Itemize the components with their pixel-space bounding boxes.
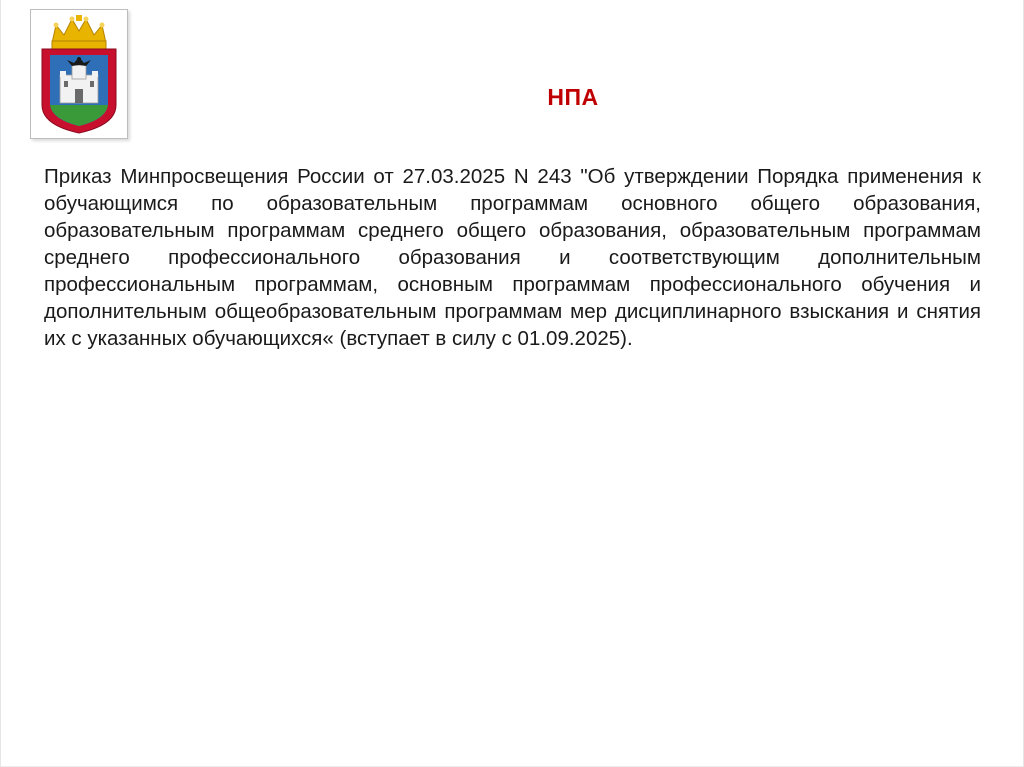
page-title: НПА [547, 84, 599, 110]
crown-icon [52, 15, 106, 49]
emblem-frame [30, 9, 128, 139]
coat-of-arms-icon [34, 13, 124, 135]
document-body: Приказ Минпросвещения России от 27.03.2025 N 243 "Об утверждении Порядка применения к обучающимся по образовательным программам основного общего образования, образовательным программам среднего общего образования, образовательным программам среднего профессионального образования и соответствующим дополнительным профессиональным программам, основным программам профессионального обучения и дополнительным общеобразовательным программам мер дисциплинарного взыскания и снятия их с указанных обучающихся« (вступает в силу с 01.09.2025). [44, 165, 981, 350]
